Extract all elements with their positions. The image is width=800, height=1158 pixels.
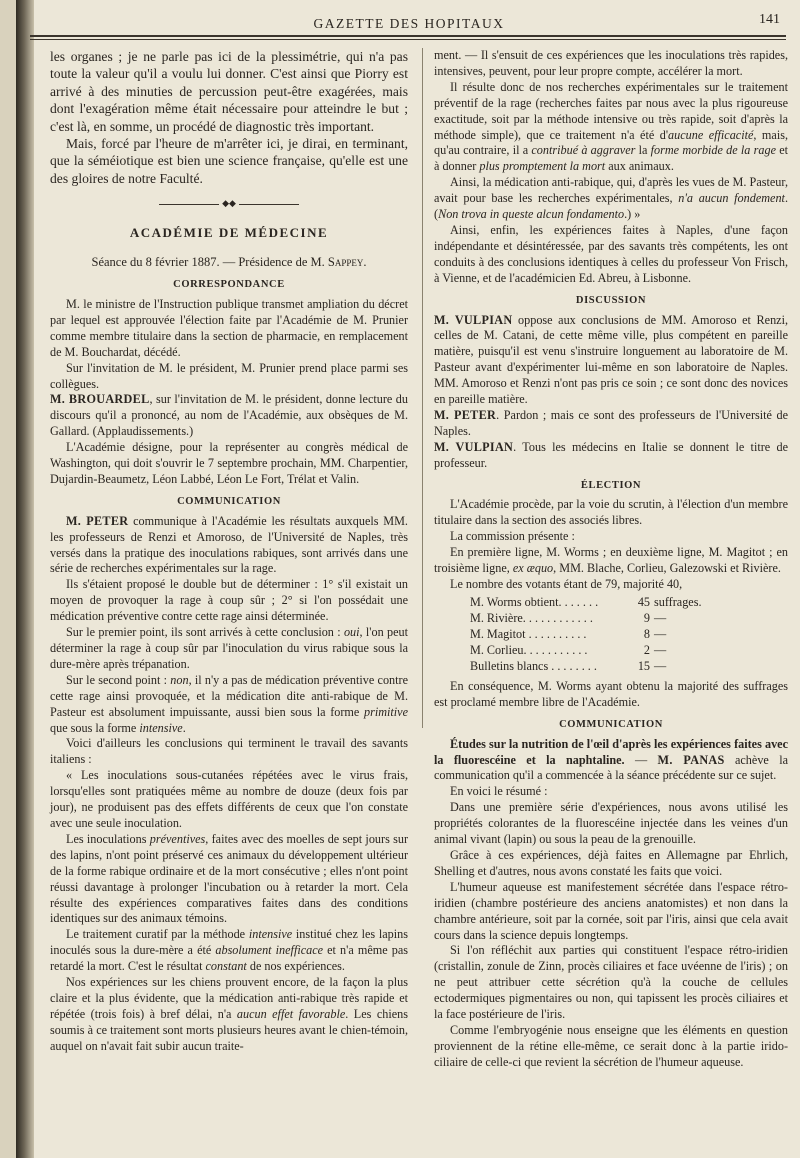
speaker-name: M. BROUARDEL — [50, 392, 150, 407]
vote-count: 45 — [637, 594, 650, 609]
paragraph — [50, 975, 408, 1055]
text-run: aux animaux. — [605, 159, 674, 174]
text-run: Sur le premier point, ils sont arrivés à cette conclusion : — [66, 625, 344, 640]
paragraph: M. le ministre de l'Instruction publique transmet ampliation du décret par lequel est approuvée l'élection faite par l'Académie de M. Prunier comme membre titulaire dans la section de pharmacie, en remplacement de M. Bouchardat, décédé. — [50, 296, 408, 359]
vote-unit: — — [654, 626, 667, 641]
paragraph-text: oppose aux conclusions de MM. Amoroso et Renzi, celles de M. Catani, de cette même ville, plus compétent en pareille matière, puisqu'il est venu s'instruire longuement au laboratoire de M. Pasteur avant d'expérimenter lui-même en son laboratoire de Naples. MM. Amoroso et Renzi n'ont pas pris ce soin ; ce sont donc des novices en pareille matière. — [434, 312, 789, 407]
text-run: de nos expériences. — [246, 959, 345, 974]
vote-unit: — — [654, 658, 667, 673]
text-run: , l'on peut déterminer la rage à coup sûr par l'inoculation du virus rabique sous la dure-mère après trépanation. — [50, 625, 408, 671]
subsection-title: COMMUNICATION — [177, 495, 281, 507]
paragraph — [50, 832, 408, 927]
paragraph: Ainsi, enfin, les expériences faites à Naples, d'une façon indépendante et désintéressée, par des savants très compétents, les ont conduits à des conclusions identiques à celles du professeur Von Frisch, à Vienne, et de l'académicien Ed. Abreu, à Lisbonne. — [434, 222, 788, 285]
communication-heading: Études sur la nutrition de l'œil d'après les expériences faites avec la fluorescéine et la naphtaline. — [434, 736, 788, 767]
vote-unit: — — [654, 610, 667, 625]
paragraph — [50, 392, 408, 440]
speaker-name: M. PETER — [66, 513, 129, 528]
text-run: Il résulte donc de nos recherches expérimentales sur le traitement préventif de la rage (recherches faites par nous avec la plus rigoureuse exactitude, soit par la méthode intensive ou très rapide, soit d'après la méthode simple), que ce traitement n'a été d' — [434, 79, 788, 142]
section-title: ACADÉMIE DE MÉDECINE — [129, 225, 329, 241]
binding-edge-shadow — [16, 0, 34, 1158]
text-run: , il n'y a pas de médication préventive contre cette rage ainsi provoquée, et la médication dite anti-rabique de M. Pasteur est absolument impuissante, aussi bien sous la forme — [50, 672, 408, 719]
text-run: , mais, qu'au contraire, il a — [434, 127, 788, 158]
intro-paragraph: les organes ; je ne parle pas ici de la plessimétrie, qui n'a pas toute la valeur qu'il a voulu lui donner. C'est ainsi que Piorry est arrivé à des minuties de percussion peut-être exagérées, mais dont l'exagération même était nécessaire pour atteindre le but ; c'est là, en somme, un procédé de diagnostic très important. — [50, 49, 408, 134]
text-run: Ainsi, la médication anti-rabique, qui, d'après les vues de M. Pasteur, avait pour base les recherches expérimentales, — [434, 175, 788, 206]
emphasis: constant — [205, 959, 247, 974]
vote-count: 8 — [643, 626, 650, 641]
emphasis: forme morbide de la rage — [650, 143, 776, 158]
text-run: et n'a même pas retardé la mort. C'est le résultat — [50, 943, 408, 974]
text-run: Nos expériences sur les chiens prouvent encore, de la façon la plus claire et la plus évidente, que la médication anti-rabique très rapide et répétée (trois fois) à bref délai, n'a — [50, 975, 408, 1021]
left-column — [50, 48, 408, 1055]
paragraph — [50, 514, 408, 578]
vote-candidate: M. Worms obtient. . . . . . . — [470, 594, 599, 609]
paragraph: L'Académie désigne, pour la représenter au congrès médical de Washington, qui doit s'ouvrir le 7 septembre prochain, MM. Charpentier, Dujardin-Beaumetz, Léon Labbé, Léon Le Fort, Trélat et Valin. — [50, 440, 408, 486]
emphasis: plus promptement la mort — [479, 159, 606, 174]
paragraph: Voici d'ailleurs les conclusions qui terminent le travail des savants italiens : — [50, 736, 408, 767]
paragraph-text: . Tous les médecins en Italie se donnent le titre de professeur. — [434, 439, 788, 470]
text-run: , faites avec des moelles de sept jours sur des lapins, n'ont point préservé ces animaux du développement ultérieur de la forme rabique ordinaire et de la mort consécutive ; elles n'ont point réussi davantage à prolonger l'incubation ou à retarder la mort. Cela résulte des expériences comparatives faites dans des conditions identiques sur des animaux témoins. — [50, 831, 409, 926]
vote-candidate: M. Corlieu. . . . . . . . . . . — [470, 642, 588, 657]
right-column — [434, 48, 788, 1071]
seance-line — [50, 255, 408, 271]
vote-results-table — [470, 595, 734, 675]
paragraph — [434, 175, 788, 223]
text-run: . — [182, 720, 186, 735]
emphasis: ex æquo — [512, 561, 554, 576]
emphasis: oui — [343, 625, 360, 640]
running-title: GAZETTE DES HOPITAUX — [313, 16, 505, 31]
ornament-line — [239, 204, 299, 205]
emphasis: primitive — [363, 704, 408, 719]
paragraph-text: . Pardon ; mais ce sont des professeurs de l'Université de Naples. — [434, 407, 788, 438]
page-number: 141 — [759, 12, 780, 27]
emphasis: absolument inefficace — [215, 943, 324, 958]
paragraph — [434, 737, 788, 785]
vote-candidate: M. Rivière. . . . . . . . . . . . — [470, 610, 593, 625]
paragraph: Sur l'invitation de M. le président, M. Prunier prend place parmi ses collègues. — [50, 360, 408, 391]
table-row — [470, 643, 734, 659]
paragraph: ment. — Il s'ensuit de ces expériences que les inoculations très rapides, intensives, peuvent, pour leur propre compte, accélérer la mort. — [434, 48, 788, 78]
subsection-title: CORRESPONDANCE — [173, 279, 285, 291]
speaker-name: M. VULPIAN — [434, 439, 514, 454]
vote-unit: suffrages. — [654, 594, 702, 609]
paragraph — [50, 927, 408, 975]
speaker-name: M. PANAS — [657, 752, 725, 767]
paragraph-text: , sur l'invitation de M. le président, donne lecture du discours qu'il a prononcé, au nom de l'Académie, aux obsèques de M. Gallard. (Applaudissements.) — [50, 392, 408, 439]
paragraph — [50, 625, 408, 673]
seance-prefix: Séance du 8 février 1887. — Présidence de M. — [91, 255, 328, 270]
text-run: Le traitement curatif par la méthode — [66, 927, 249, 942]
paragraph — [434, 440, 788, 472]
text-run: , MM. Blache, Corlieu, Galezowski et Rivière. — [553, 561, 781, 576]
paragraph: En conséquence, M. Worms ayant obtenu la majorité des suffrages est proclamé membre libre de l'Académie. — [434, 678, 788, 709]
emphasis: intensive — [139, 720, 183, 735]
emphasis: n'a aucun fondement — [678, 191, 785, 206]
newspaper-page — [16, 0, 800, 1158]
emphasis: intensive — [248, 927, 293, 942]
vote-count: 9 — [643, 610, 650, 625]
paragraph — [434, 313, 788, 408]
emphasis: aucun effet favorable — [236, 1006, 346, 1021]
intro-paragraph: Mais, forcé par l'heure de m'arrêter ici, je dirai, en terminant, que la séméiotique est bien une science française, qu'elle est une des gloires de notre Faculté. — [50, 136, 408, 186]
text-run: . Les chiens soumis à ce traitement sont morts plusieurs heures avant le chien-témoin, auquel on n'avait fait subir aucun traite- — [50, 1006, 408, 1053]
subsection-title: COMMUNICATION — [559, 718, 663, 730]
paragraph: Comme l'embryogénie nous enseigne que les éléments en question proviennent de la rétine elle-même, ce serait donc à la partie irido-ciliaire de celle-ci que revient la sécrétion de l'humeur aqueuse. — [434, 1022, 788, 1069]
text-run: — — [624, 752, 658, 767]
vote-unit: — — [654, 642, 667, 657]
page-header — [32, 6, 786, 36]
text-run: Les inoculations — [66, 831, 150, 846]
seance-president: Sappey. — [327, 255, 367, 270]
paragraph: Le nombre des votants étant de 79, majorité 40, — [450, 577, 683, 591]
text-run: la — [635, 143, 651, 158]
ornament-line — [159, 204, 219, 205]
speaker-name: M. PETER — [434, 407, 497, 422]
diamond-ornament-icon: ◆◆ — [222, 198, 236, 209]
paragraph — [50, 673, 408, 737]
emphasis: Non trova in queste alcun fondamento — [438, 207, 625, 222]
paragraph: Grâce à ces expériences, déjà faites en Allemagne par Ehrlich, Shelling et d'autres, nous avons constaté les faits que voici. — [434, 847, 788, 878]
paragraph: En voici le résumé : — [450, 784, 548, 799]
emphasis: non — [170, 672, 189, 687]
emphasis: aucune efficacité — [668, 127, 754, 142]
paragraph: Ils s'étaient proposé le double but de déterminer : 1° s'il existait un moyen de provoquer la rage à coup sûr ; 2° si l'on possédait une médication préventive contre cette rage ainsi déterminée. — [50, 577, 408, 624]
subsection-title: DISCUSSION — [575, 294, 647, 306]
text-run: que sous la forme — [50, 720, 140, 735]
vote-candidate: Bulletins blancs . . . . . . . . — [470, 658, 597, 673]
section-ornament — [50, 193, 408, 215]
emphasis: préventives — [149, 831, 206, 846]
paragraph: L'Académie procède, par la voie du scrutin, à l'élection d'un membre titulaire dans la section des associés libres. — [434, 497, 788, 528]
text-run: et à donner — [434, 143, 789, 174]
table-row — [470, 611, 734, 627]
paragraph-text: achève la communication qu'il a commencée à la séance précédente sur ce sujet. — [434, 752, 788, 783]
subsection-title: ÉLECTION — [580, 479, 642, 491]
emphasis: contribué à aggraver — [531, 143, 636, 158]
text-run: .) » — [624, 207, 641, 222]
text-run: Sur le second point : — [66, 672, 171, 687]
vote-count: 15 — [637, 658, 650, 673]
vote-count: 2 — [643, 642, 650, 657]
speaker-name: M. VULPIAN — [434, 312, 513, 327]
paragraph: Dans une première série d'expériences, nous avons utilisé les propriétés colorantes de la fluorescéine injectée dans les veines d'un animal vivant (lapin) ou sous la peau de la grenouille. — [434, 800, 788, 847]
paragraph-text: communique à l'Académie les résultats auxquels MM. les professeurs de Renzi et Amoroso, de l'Université de Naples, très versés dans la pratique des inoculations rabiques, sont arrivés dans une série de recherches expérimentales sur la rage. — [50, 513, 408, 576]
paragraph: « Les inoculations sous-cutanées répétées avec le virus frais, lorsqu'elles sont pratiquées même au nombre de douze (deux fois par jour), ne produisent pas des effets différents de ceux que l'on constate avec une seule inoculation. — [50, 768, 408, 830]
paragraph: L'humeur aqueuse est manifestement sécrétée dans l'espace rétro-iridien (chambre postérieure des anciens anatomistes) et non dans la chambre antérieure, soit par la cornée, soit par l'iris, ainsi que cela avait cours dans la science depuis longtemps. — [434, 879, 788, 942]
header-rule — [30, 35, 786, 40]
text-run: institué chez les lapins inoculés sous la dure-mère a été — [50, 927, 408, 958]
paragraph — [434, 408, 788, 440]
text-run: En première ligne, M. Worms ; en deuxième ligne, M. Magitot ; en troisième ligne, — [434, 545, 788, 576]
table-row — [470, 595, 734, 611]
column-divider — [422, 48, 423, 728]
paragraph: Si l'on réfléchit aux parties qui constituent l'espace rétro-iridien (cristallin, zonule de Zinn, procès ciliaires et face uvéenne de l'iris) ; on ne peut attribuer cette sécrétion qu'à la couche de cellules ectodermiques pigmentaires ou non, qui tapissent les procès ciliaires et la face postérieure de l'iris. — [434, 943, 788, 1022]
table-row — [470, 627, 734, 643]
text-run: . ( — [434, 191, 788, 222]
vote-candidate: M. Magitot . . . . . . . . . . — [470, 626, 587, 641]
paragraph: La commission présente : — [450, 529, 575, 544]
table-row — [470, 659, 734, 675]
paragraph — [434, 80, 788, 175]
paragraph — [434, 545, 788, 577]
